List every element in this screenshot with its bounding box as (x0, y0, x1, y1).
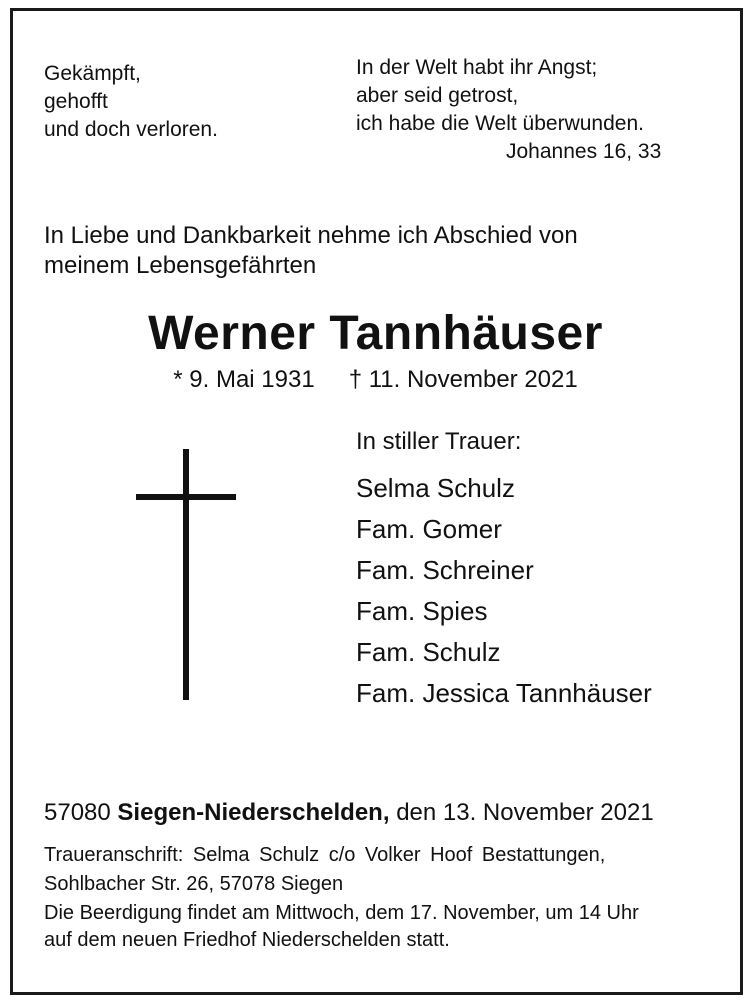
verse-left (44, 60, 218, 144)
place-name: Siegen-Niederschelden, (117, 799, 390, 826)
cross-vertical-bar (183, 449, 189, 700)
funeral-line: Die Beerdigung findet am Mittwoch, dem 17. November, um 14 Uhr (44, 902, 639, 924)
address-line: Sohlbacher Str. 26, 57078 Siegen (44, 873, 344, 895)
mourners-list (356, 468, 652, 714)
mourner-name: Fam. Schulz (356, 637, 501, 667)
farewell-intro (44, 221, 578, 281)
mourner-name: Fam. Schreiner (356, 555, 534, 585)
intro-line: In Liebe und Dankbarkeit nehme ich Abschied von (44, 222, 578, 249)
verse-left-line: Gekämpft, (44, 62, 141, 85)
birth-date: * 9. Mai 1931 (173, 366, 315, 393)
mourner-name: Fam. Gomer (356, 514, 502, 544)
deceased-name: Werner Tannhäuser (148, 307, 603, 360)
life-dates (0, 366, 751, 394)
verse-right-line: aber seid getrost, (356, 84, 519, 107)
verse-right (356, 54, 661, 166)
intro-line: meinem Lebensgefährten (44, 252, 317, 279)
verse-left-line: gehofft (44, 90, 108, 113)
verse-right-line: ich habe die Welt überwunden. (356, 112, 644, 135)
funeral-info (44, 900, 639, 954)
mourner-name: Fam. Spies (356, 596, 488, 626)
death-date: † 11. November 2021 (348, 366, 578, 393)
cross-horizontal-bar (136, 494, 236, 500)
address-line: Traueranschrift: Selma Schulz c/o Volker Hoof Bestattungen, (44, 844, 606, 866)
verse-reference: Johannes 16, 33 (506, 140, 662, 163)
funeral-line: auf dem neuen Friedhof Niederschelden statt. (44, 929, 450, 951)
verse-left-line: und doch verloren. (44, 118, 218, 141)
mourners-heading: In stiller Trauer: (356, 428, 522, 455)
mourning-address (44, 841, 605, 899)
place-date-line (44, 799, 654, 827)
verse-right-line: In der Welt habt ihr Angst; (356, 56, 598, 79)
notice-date: den 13. November 2021 (396, 799, 654, 826)
postcode: 57080 (44, 799, 111, 826)
mourner-name: Selma Schulz (356, 473, 515, 503)
mourner-name: Fam. Jessica Tannhäuser (356, 678, 652, 708)
